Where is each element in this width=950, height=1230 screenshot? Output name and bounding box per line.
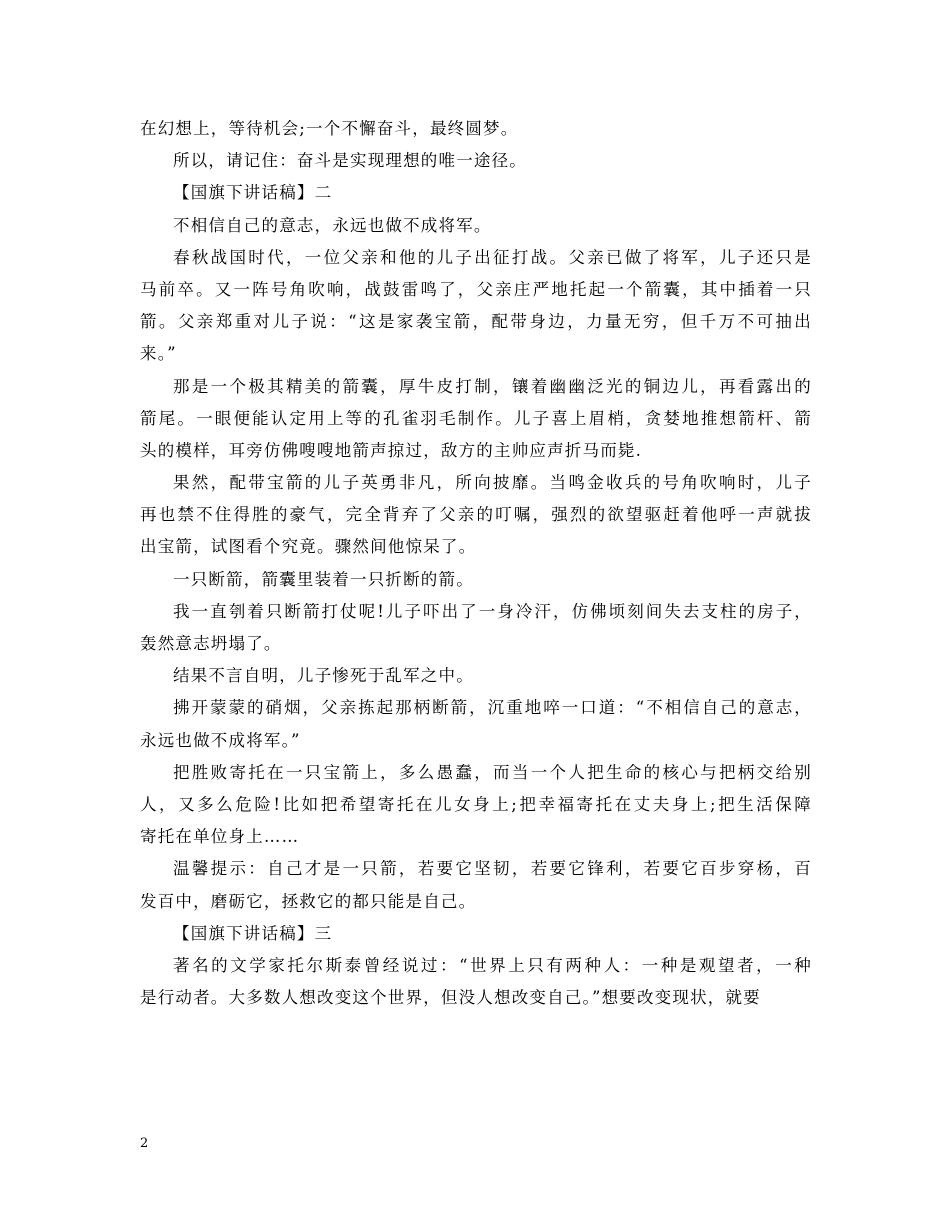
text-line: 箭。父亲郑重对儿子说：“这是家袭宝箭，配带身边，力量无穷，但千万不可抽出 [140,312,812,332]
text-line: 春秋战国时代，一位父亲和他的儿子出征打战。父亲已做了将军，儿子还只是 [173,247,812,267]
text-line: 【国旗下讲话稿】二 [173,183,333,203]
paragraph [140,692,812,756]
text-line: 著名的文学家托尔斯泰曾经说过：“世界上只有两种人：一种是观望者，一种 [173,955,812,975]
text-line: 一只断箭，箭囊里装着一只折断的箭。 [173,569,474,589]
paragraph [140,145,812,177]
text-line: 不相信自己的意志，永远也做不成将军。 [173,215,492,235]
text-line: 轰然意志坍塌了。 [140,634,282,653]
paragraph [140,371,812,468]
text-line: 马前卒。又一阵号角吹响，战鼓雷鸣了，父亲庄严地托起一个箭囊，其中插着一只 [140,279,812,299]
text-line: 我一直刳着只断箭打仗呢!儿子吓出了一身冷汗，仿佛顷刻间失去支柱的房子， [173,601,812,621]
text-line: 来。” [140,344,177,364]
text-line: 温馨提示：自己才是一只箭，若要它坚韧，若要它锋利，若要它百步穿杨，百 [173,859,812,879]
paragraph [140,853,812,917]
paragraph [140,242,812,371]
text-line: 那是一个极其精美的箭囊，厚牛皮打制，镶着幽幽泛光的铜边儿，再看露出的 [173,376,812,396]
text-line: 结果不言自明，儿子惨死于乱军之中。 [173,666,474,686]
text-line: 所以，请记住：奋斗是实现理想的唯一途径。 [173,151,527,171]
text-line: 果然，配带宝箭的儿子英勇非凡，所向披靡。当鸣金收兵的号角吹响时，儿子 [173,473,812,493]
text-line: 人，又多么危险!比如把希望寄托在儿女身上;把幸福寄托在丈夫身上;把生活保障 [140,794,812,814]
document-body [140,113,812,1014]
paragraph [140,177,812,209]
paragraph [140,596,812,660]
paragraph [140,210,812,242]
text-line: 箭尾。一眼便能认定用上等的孔雀羽毛制作。儿子喜上眉梢，贪婪地推想箭杆、箭 [140,408,812,428]
text-line: 出宝箭，试图看个究竟。骤然间他惊呆了。 [140,537,477,557]
paragraph [140,564,812,596]
text-line: 寄托在单位身上…… [140,827,300,847]
paragraph [140,660,812,692]
text-line: 在幻想上，等待机会;一个不懈奋斗，最终圆梦。 [140,119,519,138]
text-line: 是行动者。大多数人想改变这个世界，但没人想改变自己。”想要改变现状，就要 [140,988,761,1008]
text-line: 把胜败寄托在一只宝箭上，多么愚蠢，而当一个人把生命的核心与把柄交给别 [173,762,812,782]
paragraph [140,757,812,854]
paragraph [140,950,812,1014]
text-line: 头的模样，耳旁仿佛嗖嗖地箭声掠过，敌方的主帅应声折马而毙. [140,440,643,460]
text-line: 永远也做不成将军。” [140,730,301,750]
page-number: 2 [140,1136,149,1151]
text-line: 拂开蒙蒙的硝烟，父亲拣起那柄断箭，沉重地啐一口道：“不相信自己的意志， [173,698,812,718]
text-line: 发百中，磨砺它，拯救它的都只能是自己。 [140,891,477,911]
paragraph [140,918,812,950]
text-line: 再也禁不住得胜的豪气，完全背弃了父亲的叮嘱，强烈的欲望驱赶着他呼一声就拔 [140,505,812,525]
paragraph [140,113,812,145]
text-line: 【国旗下讲话稿】三 [173,923,333,943]
paragraph [140,467,812,564]
